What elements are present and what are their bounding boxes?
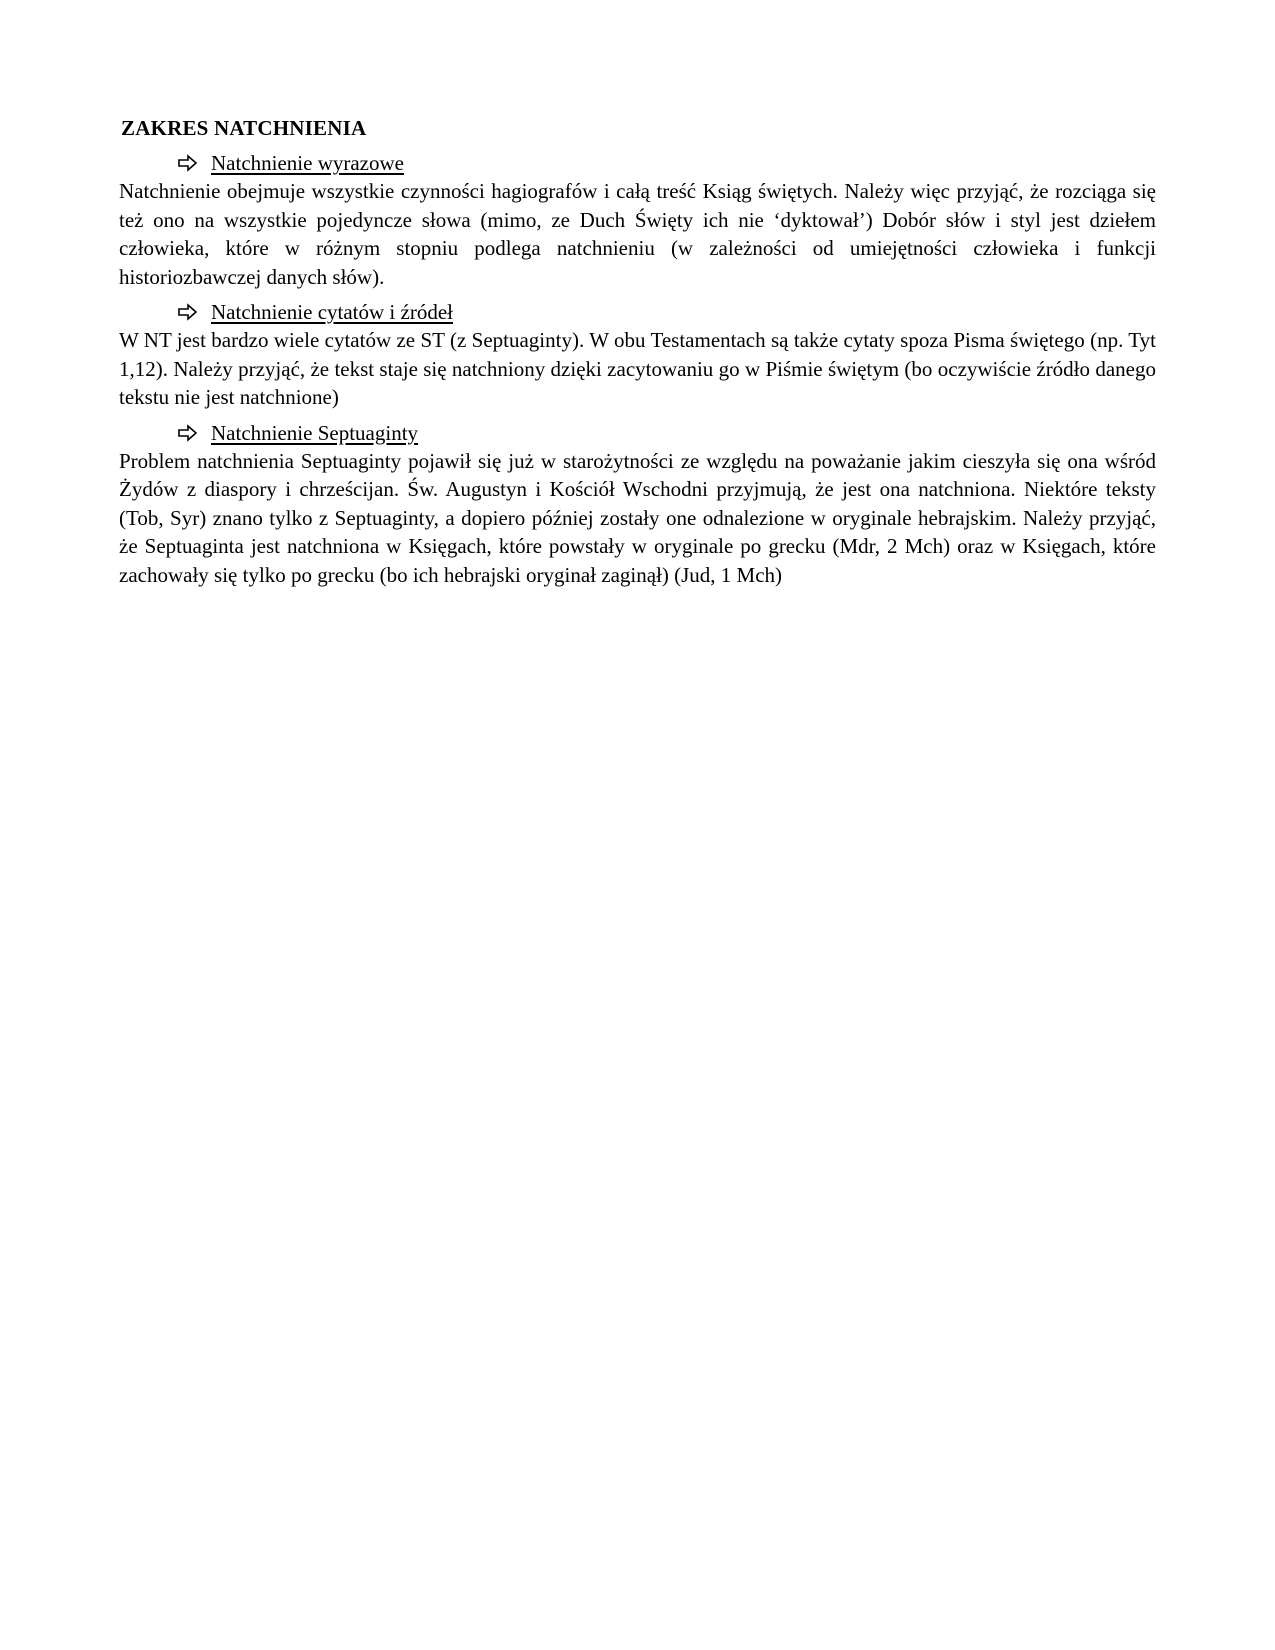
section-natchnienie-cytatow <box>119 298 1156 412</box>
section-heading-label: Natchnienie cytatów i źródeł <box>211 300 453 324</box>
section-natchnienie-wyrazowe <box>119 149 1156 291</box>
section-heading <box>177 419 1156 447</box>
section-paragraph: Problem natchnienia Septuaginty pojawił się już w starożytności ze względu na poważanie jakim cieszyła się ona wśród Żydów z diaspory i chrześcijan. Św. Augustyn i Kościół Wschodni przyjmują, że jest ona natchniona. Niektóre teksty (Tob, Syr) znano tylko z Septuaginty, a dopiero później zostały one odnalezione w oryginale hebrajskim. Należy przyjąć, że Septuaginta jest natchniona w Księgach, które powstały w oryginale po grecku (Mdr, 2 Mch) oraz w Księgach, które zachowały się tylko po grecku (bo ich hebrajski oryginał zaginął) (Jud, 1 Mch) <box>119 448 1156 587</box>
section-paragraph: W NT jest bardzo wiele cytatów ze ST (z Septuaginty). W obu Testamentach są także cytaty spoza Pisma świętego (np. Tyt 1,12). Należy przyjąć, że tekst staje się natchniony dzięki zacytowaniu go w Piśmie świętym (bo oczywiście źródło danego tekstu nie jest natchnione) <box>119 328 1156 409</box>
document-title: ZAKRES NATCHNIENIA <box>121 116 367 140</box>
section-heading-label: Natchnienie wyrazowe <box>211 151 404 175</box>
arrow-right-outline-icon <box>177 301 199 323</box>
section-heading <box>177 149 1156 177</box>
section-heading-label: Natchnienie Septuaginty <box>211 420 419 445</box>
section-heading <box>177 298 1156 326</box>
document-body <box>119 114 1156 595</box>
arrow-right-outline-icon <box>177 152 199 174</box>
section-paragraph: Natchnienie obejmuje wszystkie czynności hagiografów i całą treść Ksiąg świętych. Należy więc przyjąć, że rozciąga się też ono na wszystkie pojedyncze słowa (mimo, ze Duch Święty ich nie ‘dyktował’) Dobór słów i styl jest dziełem człowieka, które w różnym stopniu podlega natchnieniu (w zależności od umiejętności człowieka i funkcji historiozbawczej danych słów). <box>119 179 1156 289</box>
section-natchnienie-septuaginty <box>119 419 1156 590</box>
arrow-right-outline-icon <box>177 422 199 444</box>
